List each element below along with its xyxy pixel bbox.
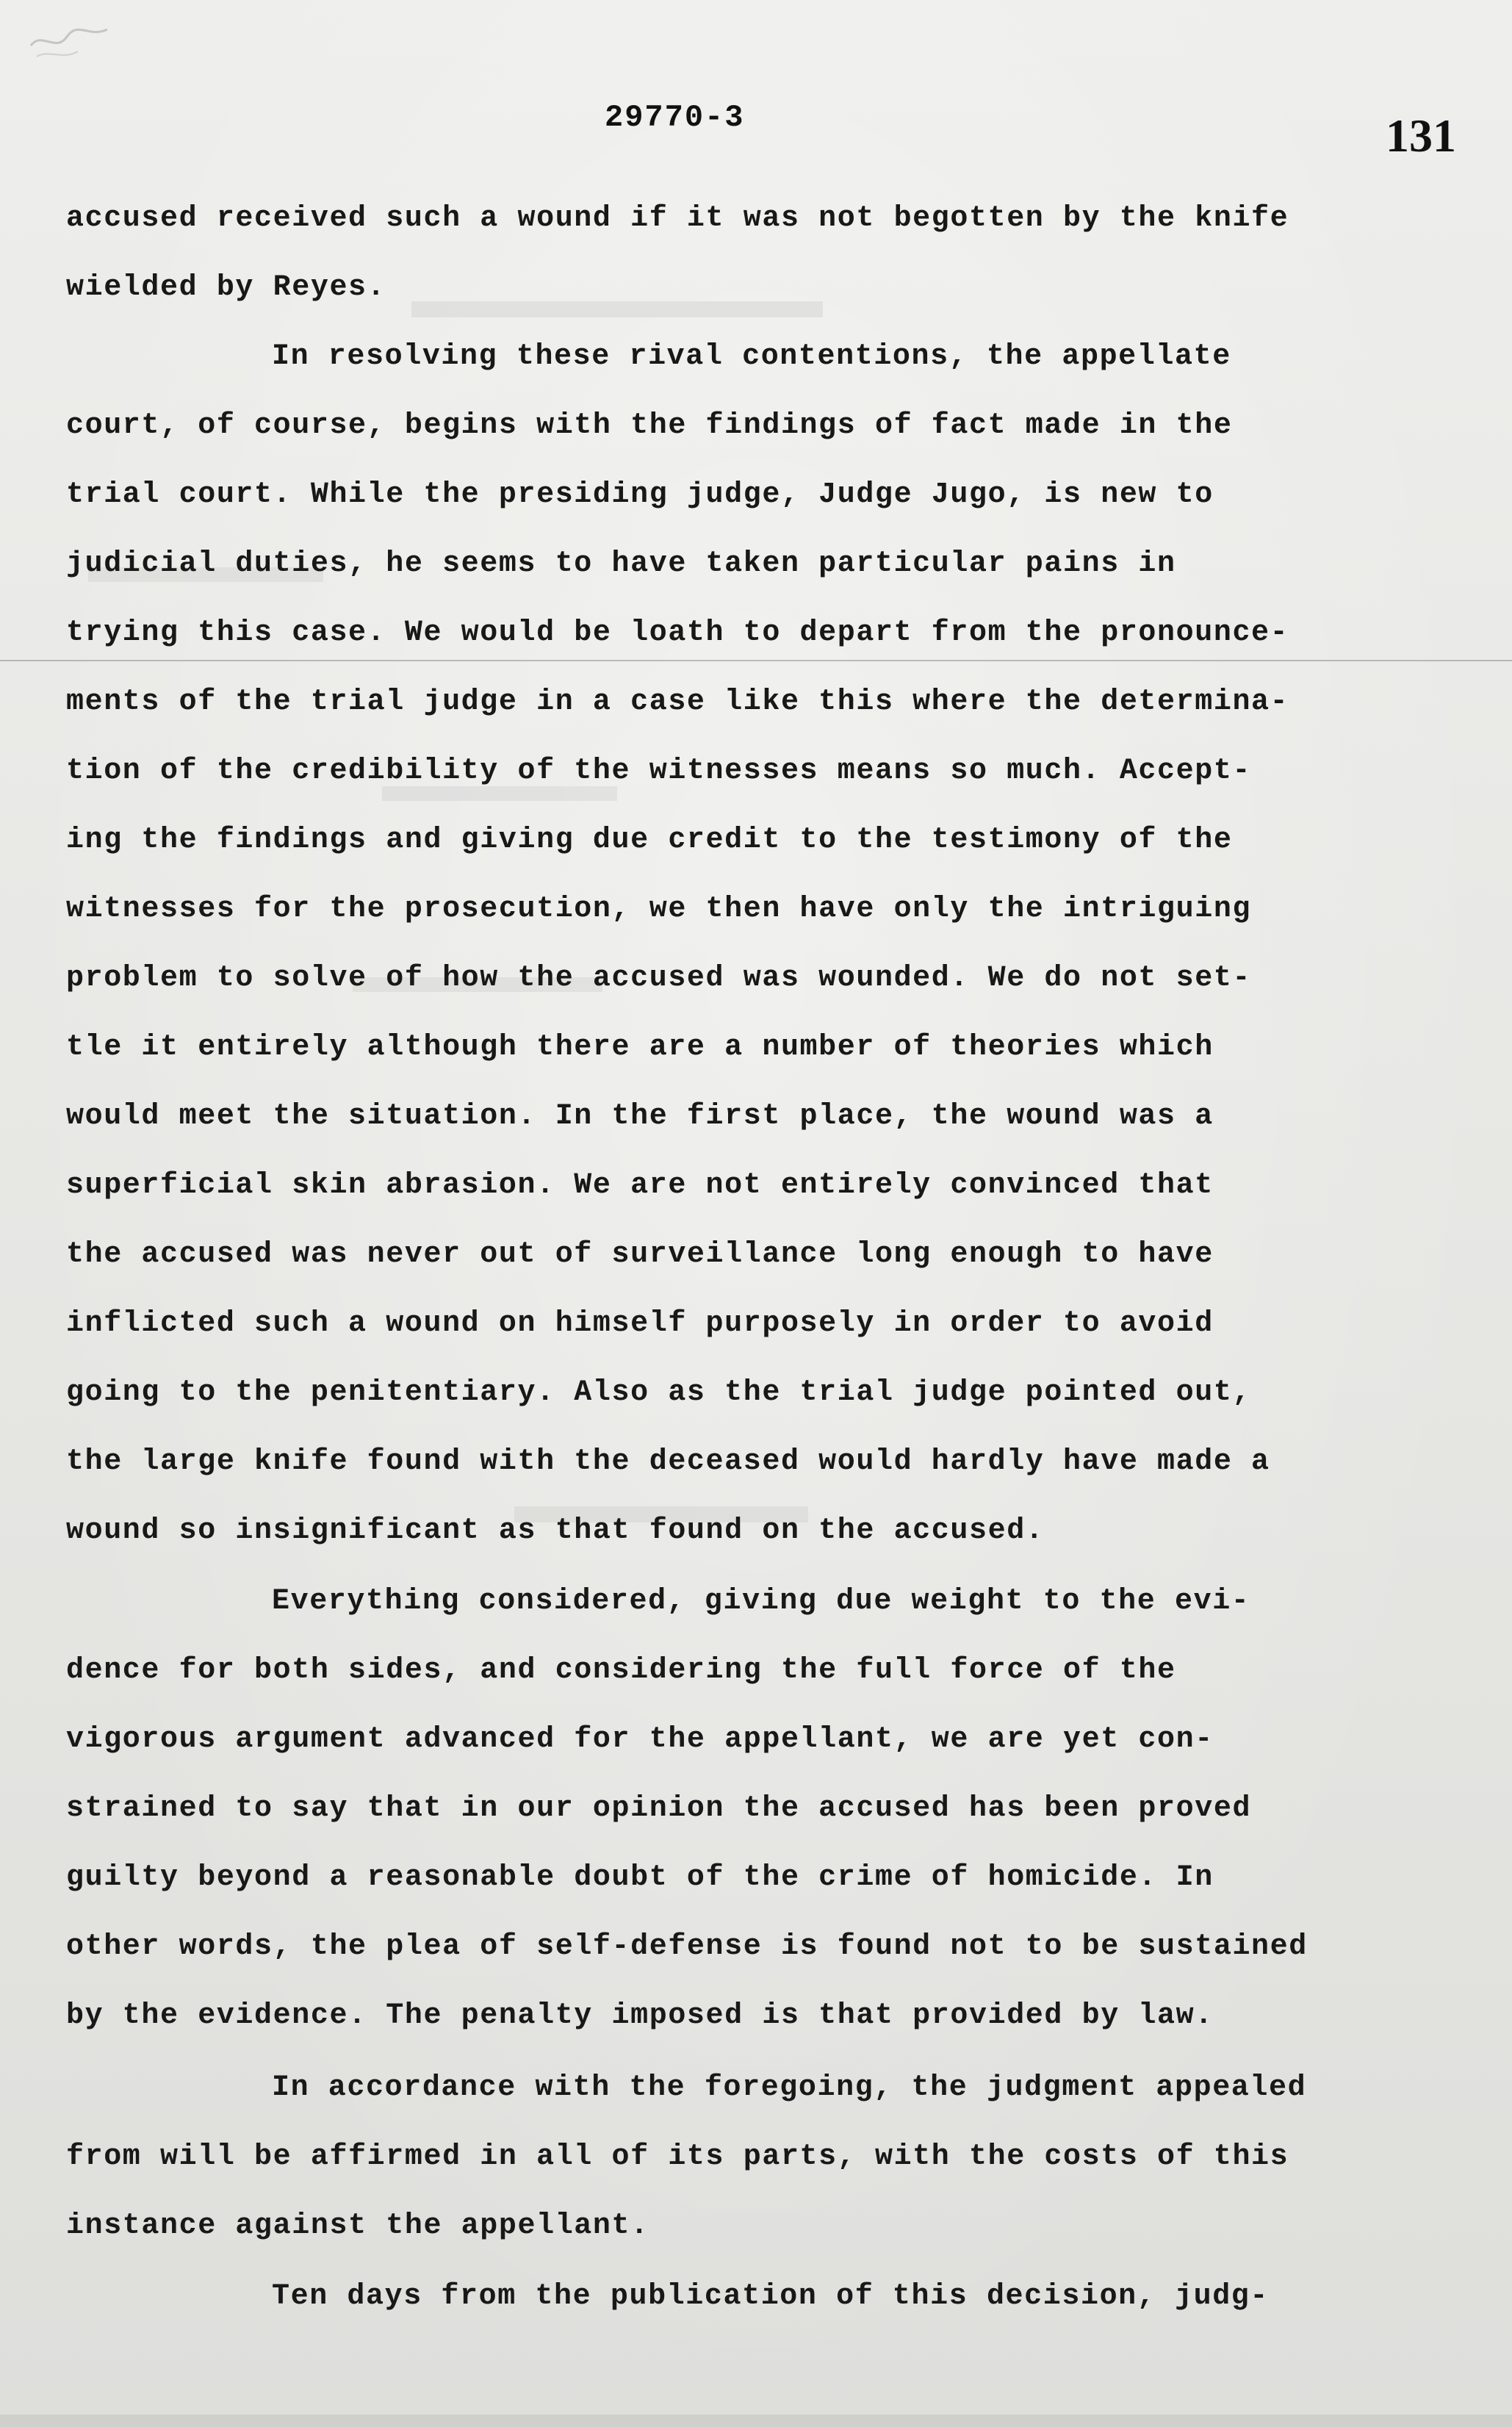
text-line: ments of the trial judge in a case like this where the determina- [66, 686, 1289, 719]
text-line: tion of the credibility of the witnesses means so much. Accept- [66, 755, 1252, 788]
text-line: court, of course, begins with the findings of fact made in the [66, 409, 1233, 442]
text-line: guilty beyond a reasonable doubt of the crime of homicide. In [66, 1861, 1214, 1894]
text-line: going to the penitentiary. Also as the trial judge pointed out, [66, 1376, 1252, 1409]
fold-line [0, 660, 1512, 661]
text-line: Ten days from the publication of this decision, judg- [272, 2280, 1270, 2313]
text-line: the accused was never out of surveillance long enough to have [66, 1238, 1214, 1271]
text-line: trying this case. We would be loath to depart from the pronounce- [66, 616, 1289, 650]
text-line: by the evidence. The penalty imposed is that provided by law. [66, 1999, 1214, 2032]
text-line: from will be affirmed in all of its parts, with the costs of this [66, 2140, 1289, 2173]
scan-edge [0, 2415, 1512, 2427]
text-line: dence for both sides, and considering the full force of the [66, 1654, 1176, 1687]
document-number: 29770-3 [605, 100, 745, 135]
text-line: ing the findings and giving due credit to the testimony of the [66, 824, 1233, 857]
text-line: wielded by Reyes. [66, 271, 386, 304]
text-line: Everything considered, giving due weight to the evi- [272, 1585, 1250, 1618]
text-line: tle it entirely although there are a number of theories which [66, 1031, 1214, 1064]
text-line: would meet the situation. In the first place, the wound was a [66, 1100, 1214, 1133]
text-line: inflicted such a wound on himself purposely in order to avoid [66, 1307, 1214, 1340]
text-line: witnesses for the prosecution, we then have only the intriguing [66, 893, 1252, 926]
text-line: instance against the appellant. [66, 2210, 649, 2243]
text-line: superficial skin abrasion. We are not entirely convinced that [66, 1169, 1214, 1202]
text-line: accused received such a wound if it was not begotten by the knife [66, 202, 1289, 235]
text-line: problem to solve of how the accused was wounded. We do not set- [66, 962, 1252, 995]
bleed-through-shadow [411, 301, 823, 317]
text-line: the large knife found with the deceased would hardly have made a [66, 1445, 1270, 1478]
text-line: vigorous argument advanced for the appellant, we are yet con- [66, 1723, 1214, 1756]
text-line: trial court. While the presiding judge, Judge Jugo, is new to [66, 478, 1214, 511]
text-line: strained to say that in our opinion the accused has been proved [66, 1792, 1252, 1825]
text-line: In resolving these rival contentions, the appellate [272, 340, 1231, 373]
text-line: wound so insignificant as that found on the accused. [66, 1514, 1045, 1547]
page-number: 131 [1386, 109, 1456, 162]
pencil-scribble [26, 16, 115, 68]
text-line: In accordance with the foregoing, the judgment appealed [272, 2071, 1307, 2104]
text-line: other words, the plea of self-defense is found not to be sustained [66, 1930, 1308, 1963]
text-line: judicial duties, he seems to have taken particular pains in [66, 547, 1176, 580]
